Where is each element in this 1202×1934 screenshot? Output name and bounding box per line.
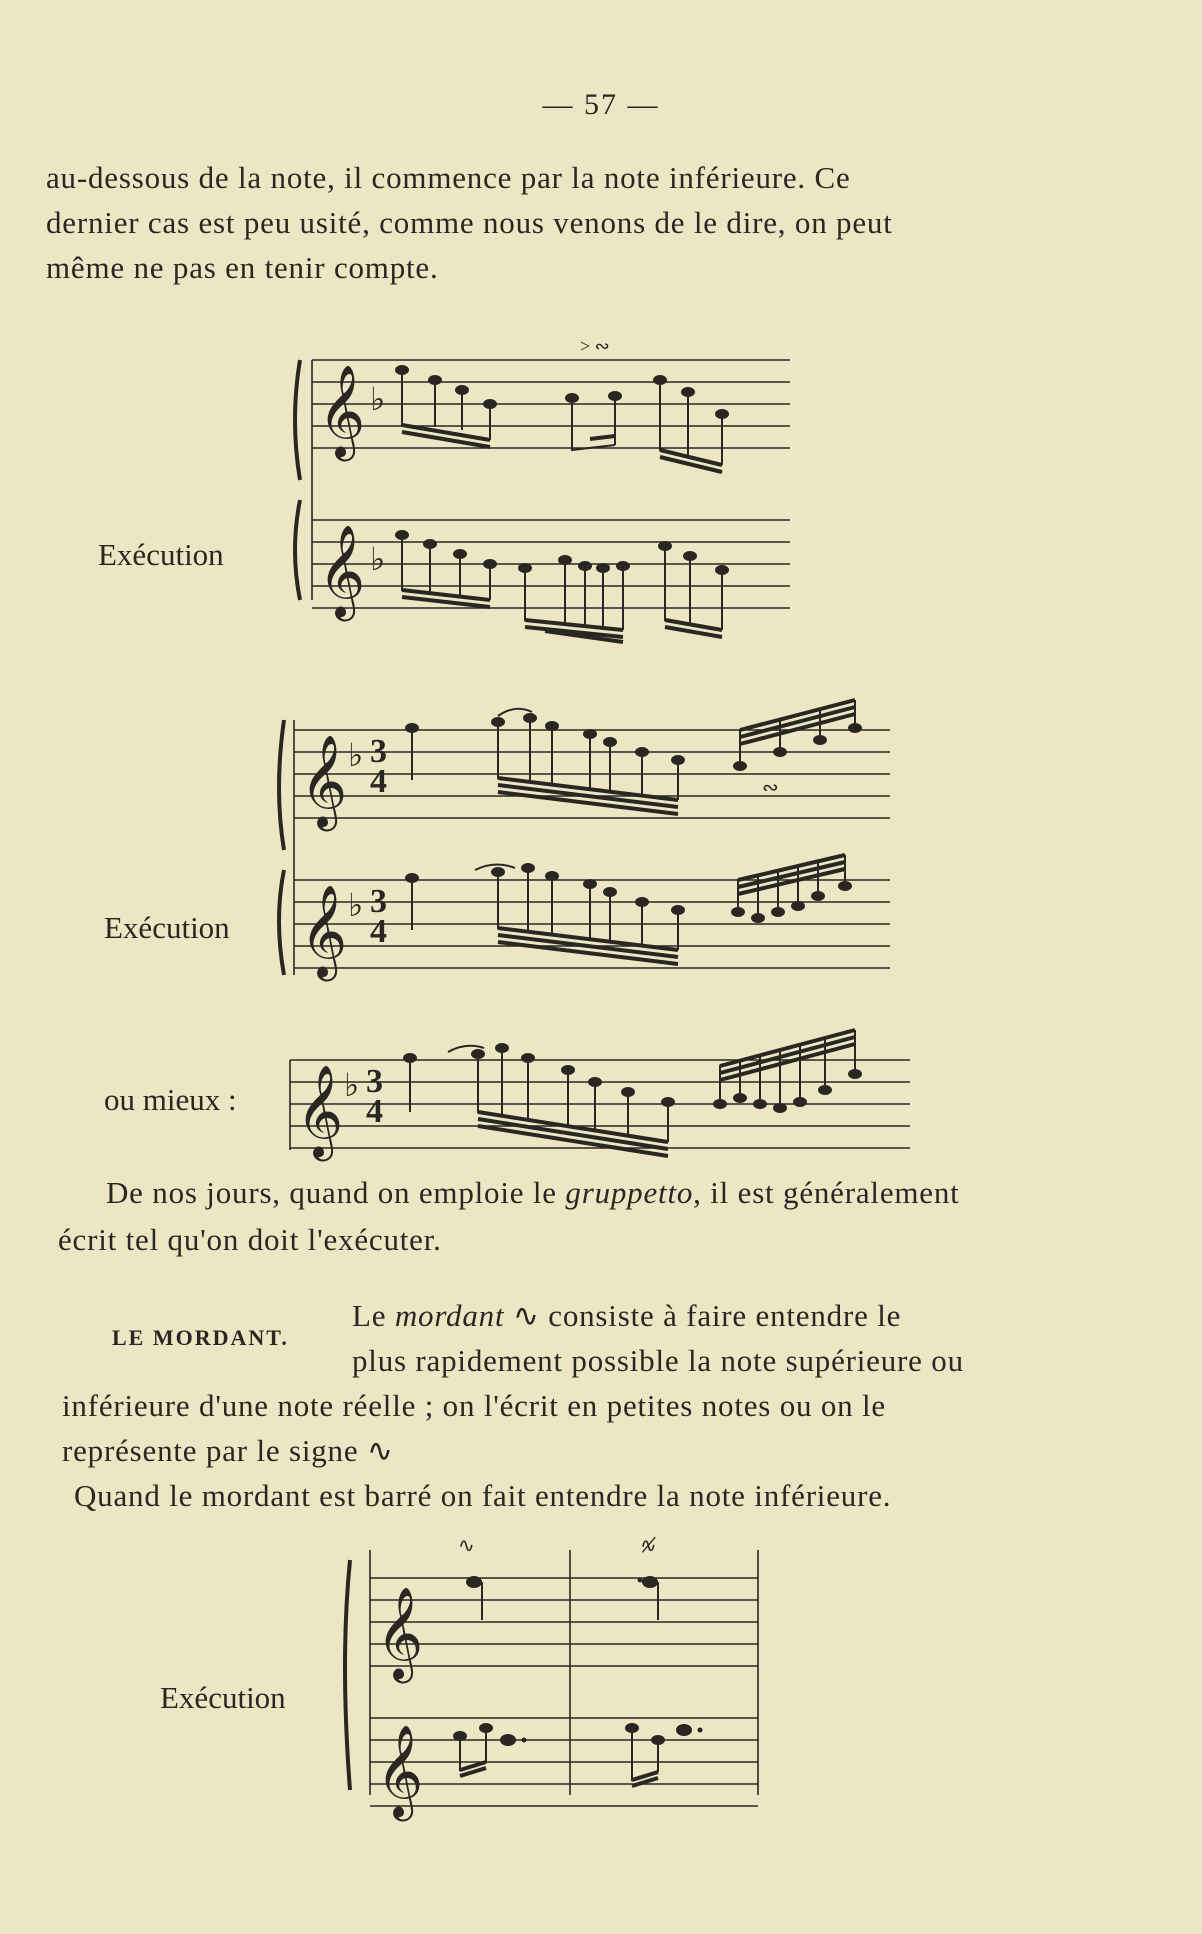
svg-text:♭: ♭ xyxy=(370,540,386,578)
execution-label-2: Exécution xyxy=(104,910,230,945)
svg-text:> ∾: > ∾ xyxy=(580,336,610,356)
treble-clef-icon: 𝄞 xyxy=(296,1064,344,1157)
execution-label-3: Exécution xyxy=(160,1680,286,1715)
music-example-3-notation xyxy=(270,1030,920,1170)
mordant-line-1: Le mordant ∿ consiste à faire entendre le xyxy=(352,1298,902,1333)
execution-label-1: Exécution xyxy=(98,537,224,572)
svg-text:4: 4 xyxy=(366,1093,383,1130)
section-heading-mordant: LE MORDANT. xyxy=(112,1325,289,1350)
svg-text:♭: ♭ xyxy=(344,1066,360,1104)
intro-line-1: au-dessous de la note, il commence par la note inférieure. Ce xyxy=(46,160,851,195)
mordant-sign-icon: ∿ xyxy=(458,1535,475,1557)
ou-mieux-label: ou mieux : xyxy=(104,1082,237,1117)
gruppetto-paragraph-line-1: De nos jours, quand on emploie le gruppetto, il est généralement xyxy=(106,1175,960,1210)
svg-text:♭: ♭ xyxy=(348,886,364,924)
svg-text:4: 4 xyxy=(370,913,387,950)
treble-clef-icon: 𝄞 xyxy=(376,1586,424,1679)
treble-clef-icon: 𝄞 xyxy=(318,524,366,617)
mordant-sign-icon: ∿ xyxy=(512,1298,540,1333)
svg-text:♭: ♭ xyxy=(348,736,364,774)
svg-text:3: 3 xyxy=(370,733,387,770)
gruppetto-paragraph-line-2: écrit tel qu'on doit l'exécuter. xyxy=(58,1222,442,1257)
svg-text:∾: ∾ xyxy=(762,777,779,799)
svg-text:3: 3 xyxy=(366,1063,383,1100)
mordant-line-4: représente par le signe ∿ xyxy=(62,1433,394,1468)
music-example-1-notation xyxy=(290,330,810,650)
mordant-line-5: Quand le mordant est barré on fait entendre la note inférieure. xyxy=(74,1478,892,1513)
intro-line-2: dernier cas est peu usité, comme nous venons de le dire, on peut xyxy=(46,205,893,240)
mordant-line-2: plus rapidement possible la note supérieure ou xyxy=(352,1343,964,1378)
mordant-barred-sign-icon: ∿̸ xyxy=(640,1535,657,1557)
svg-text:3: 3 xyxy=(370,883,387,920)
treble-clef-icon: 𝄞 xyxy=(300,884,348,977)
treble-clef-icon: 𝄞 xyxy=(300,734,348,827)
svg-text:♭: ♭ xyxy=(370,380,386,418)
intro-line-3: même ne pas en tenir compte. xyxy=(46,250,439,285)
svg-text:4: 4 xyxy=(370,763,387,800)
page-number: — 57 — xyxy=(542,88,660,121)
treble-clef-icon: 𝄞 xyxy=(318,364,366,457)
music-example-2-notation xyxy=(270,700,910,990)
mordant-line-3: inférieure d'une note réelle ; on l'écrit en petites notes ou on le xyxy=(62,1388,886,1423)
music-example-4-notation xyxy=(340,1535,770,1830)
treble-clef-icon: 𝄞 xyxy=(376,1724,424,1817)
